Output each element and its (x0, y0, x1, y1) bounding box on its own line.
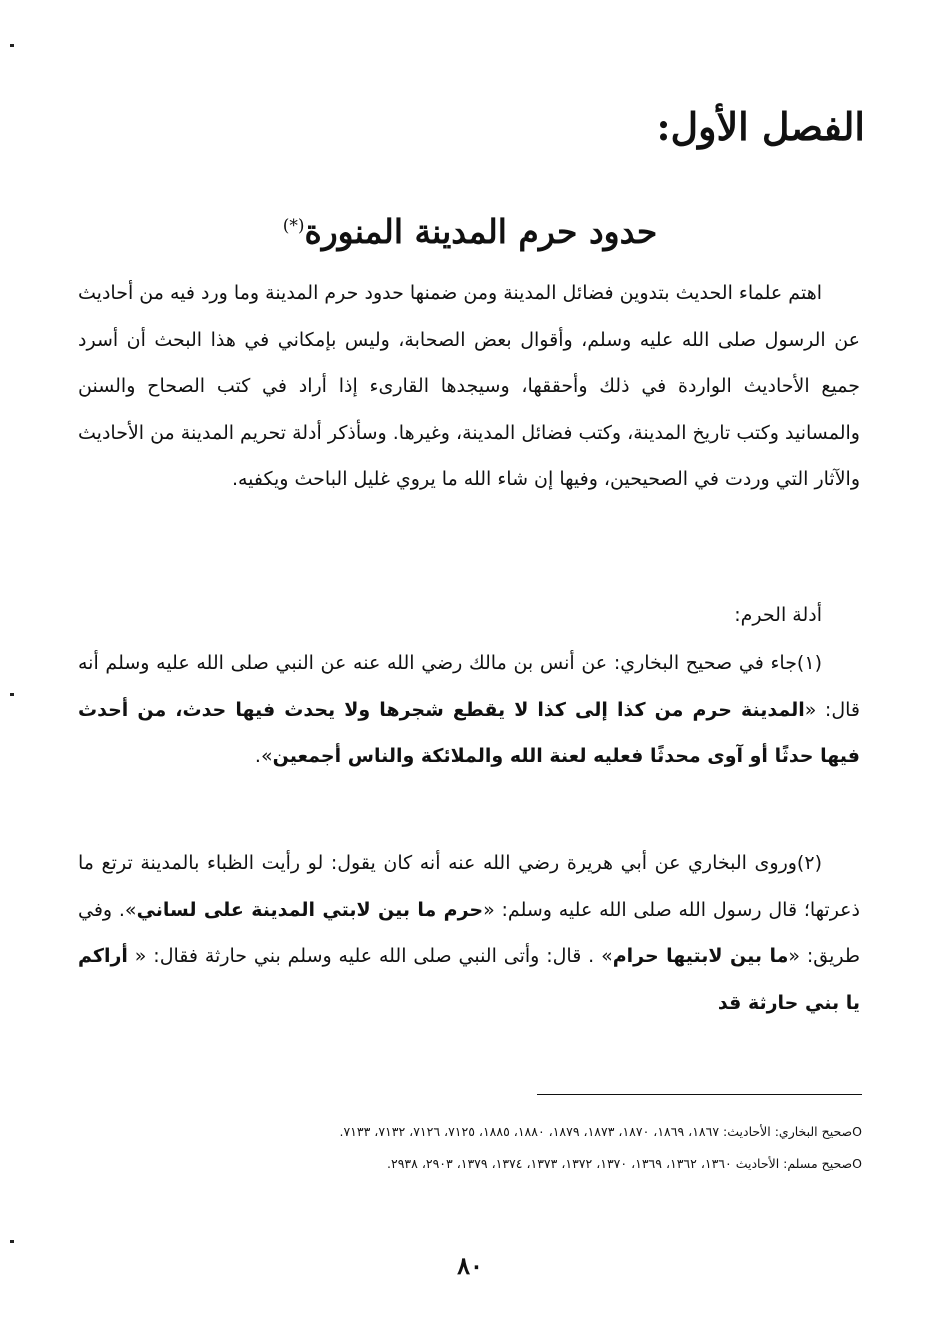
footnote-bukhari: Oصحيح البخاري: الأحاديث: ١٨٦٧، ١٨٦٩، ١٨٧٠، ١٨٧٣، ١٨٧٩، ١٨٨٠، ١٨٨٥، ٧١٢٥، ٧١٢٦، ٧١٣٢، ٧١٣٣. (339, 1124, 862, 1139)
evidence-heading: أدلة الحرم: (734, 604, 822, 626)
hadith-1-close: ». (254, 745, 273, 768)
hadith-2-quote-3: أراكم يا بني حارثة قد (78, 945, 860, 1014)
hadith-2-mid-2: » . قال: وأتى النبي صلى الله عليه وسلم بني حارثة فقال: « (127, 945, 613, 968)
section-title-text: حدود حرم المدينة المنورة (304, 212, 658, 251)
footnote-muslim: Oصحيح مسلم: الأحاديث ١٣٦٠، ١٣٦٢، ١٣٦٩، ١٣٧٠، ١٣٧٢، ١٣٧٣، ١٣٧٤، ١٣٧٩، ٢٩٠٣، ٢٩٣٨. (387, 1156, 862, 1171)
chapter-title: الفصل الأول: (656, 104, 865, 149)
scan-speck (10, 693, 14, 696)
hadith-1-intro: (١)جاء في صحيح البخاري: عن أنس بن مالك رضي الله عنه عن النبي صلى الله عليه وسلم أنه قال: « (78, 652, 860, 721)
scan-speck (10, 44, 14, 47)
hadith-2-intro: (٢)وروى البخاري عن أبي هريرة رضي الله عنه أنه كان يقول: لو رأيت الظباء بالمدينة ترتع ما ذعرتها؛ قال رسول الله صلى الله عليه وسلم: « (78, 852, 860, 921)
intro-paragraph: اهتم علماء الحديث بتدوين فضائل المدينة ومن ضمنها حدود حرم المدينة وما ورد فيه من أحاديث عن الرسول صلى الله عليه وسلم، وأقوال بعض الصحابة، وليس بإمكاني في هذا البحث أن أسرد جميع الأحاديث الواردة في ذلك وأحققها، وسيجدها القارىء إذا أراد في كتب الصحاح والسنن والمسانيد وكتب تاريخ المدينة، وكتب فضائل المدينة، وغيرها. وسأذكر أدلة تحريم المدينة من الأحاديث والآثار التي وردت في الصحيحين، وفيها إن شاء الله ما يروي غليل الباحث ويكفيه. (78, 282, 860, 491)
scan-speck (10, 1240, 14, 1243)
hadith-1-paragraph (78, 640, 860, 780)
hadith-2-paragraph (78, 840, 860, 1026)
section-title (100, 196, 840, 262)
footnote-separator (537, 1094, 862, 1095)
hadith-2-quote-2: ما بين لابتيها حرام (612, 945, 789, 968)
hadith-1-quote: المدينة حرم من كذا إلى كذا لا يقطع شجرها ولا يحدث فيها حدث، من أحدث فيها حدثًا أو آوى محدثًا فعليه لعنة الله والملائكة والناس أجمعين (78, 698, 860, 768)
page-number: ٨٠ (457, 1251, 483, 1280)
section-title-footnote-marker: (*) (282, 216, 305, 236)
hadith-2-quote-1: حرم ما بين لابتي المدينة على لساني (136, 898, 484, 921)
hadith-2-mid-1: ». وفي طريق: « (78, 898, 860, 968)
